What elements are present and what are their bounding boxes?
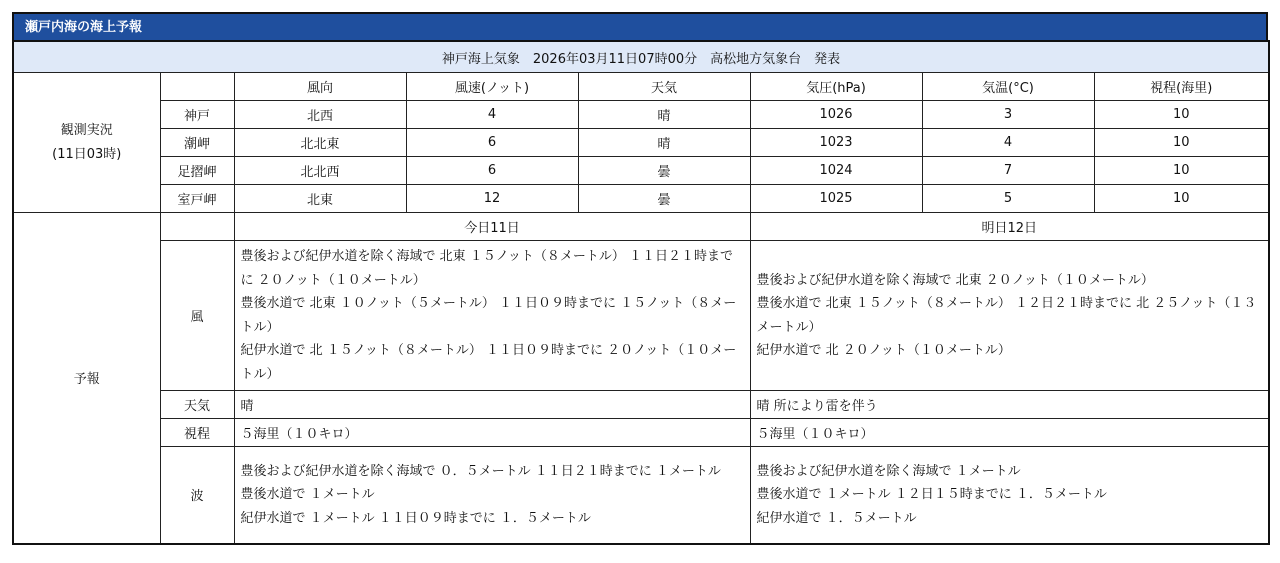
forecast-label: 予報 [13,213,160,544]
waves-day1-line: 豊後および紀伊水道を除く海域で ０．５メートル １１日２１時までに １メートル [240,463,721,479]
temperature-cell: 5 [922,185,1094,213]
marine-forecast-panel [12,12,1268,545]
col-header-weather: 天気 [578,73,750,101]
waves-day2-line: 豊後水道で １メートル １２日１５時までに １．５メートル [756,487,1107,502]
table-row [13,185,1269,213]
table-row [13,101,1269,129]
col-header-temperature: 気温(°C) [922,73,1094,101]
temperature-cell: 7 [922,157,1094,185]
visibility-cell: 10 [1094,129,1269,157]
visibility-day1-cell: ５海里（１０キロ） [234,419,750,447]
weather-cell: 晴 [578,101,750,129]
wind-day2-cell [750,241,1269,391]
wind-day2-line: 豊後および紀伊水道を除く海域で 北東 ２０ノット（１０メートル） [756,272,1154,288]
wind-speed-cell: 4 [406,101,578,129]
weather-cell: 曇 [578,185,750,213]
col-header-wind-dir: 風向 [234,73,406,101]
col-header-pressure: 気圧(hPa) [750,73,922,101]
wind-day2-line: 豊後水道で 北東 １５ノット（８メートル） １２日２１時までに 北 ２５ノット（１３メートル） [756,296,1257,335]
temperature-cell: 4 [922,129,1094,157]
wind-day1-line: 豊後水道で 北東 １０ノット（５メートル） １１日０９時までに １５ノット（８メートル） [240,296,737,335]
station-name: 神戸 [160,101,234,129]
wind-dir-cell: 北西 [234,101,406,129]
waves-day2-line: 紀伊水道で １．５メートル [756,510,917,526]
visibility-cell: 10 [1094,157,1269,185]
station-name: 潮岬 [160,129,234,157]
pressure-cell: 1025 [750,185,922,213]
weather-day1-cell: 晴 [234,391,750,419]
waves-day2-cell [750,447,1269,544]
observation-label-line1: 観測実況 [60,122,113,138]
header-blank [160,73,234,101]
forecast-table [12,40,1270,545]
issued-line: 神戸海上気象 2026年03月11日07時00分 高松地方気象台 発表 [13,41,1269,73]
visibility-day2-cell: ５海里（１０キロ） [750,419,1269,447]
waves-day1-line: 紀伊水道で １メートル １１日０９時までに １．５メートル [240,510,591,526]
wind-speed-cell: 12 [406,185,578,213]
wind-dir-cell: 北東 [234,185,406,213]
visibility-row-label: 視程 [160,419,234,447]
col-header-wind-speed: 風速(ノット) [406,73,578,101]
wind-speed-cell: 6 [406,129,578,157]
observation-label-line2: (11日03時) [52,146,122,162]
pressure-cell: 1024 [750,157,922,185]
table-row [13,129,1269,157]
wind-row-label: 風 [160,241,234,391]
pressure-cell: 1026 [750,101,922,129]
weather-cell: 晴 [578,129,750,157]
waves-day1-line: 豊後水道で １メートル [240,487,375,502]
weather-row-label: 天気 [160,391,234,419]
waves-day1-cell [234,447,750,544]
weather-day2-cell: 晴 所により雷を伴う [750,391,1269,419]
visibility-cell: 10 [1094,185,1269,213]
pressure-cell: 1023 [750,129,922,157]
temperature-cell: 3 [922,101,1094,129]
col-header-visibility: 視程(海里) [1094,73,1269,101]
station-name: 足摺岬 [160,157,234,185]
wind-dir-cell: 北北東 [234,129,406,157]
table-row [13,157,1269,185]
wind-day1-line: 豊後および紀伊水道を除く海域で 北東 １５ノット（８メートル） １１日２１時までに ２０ノット（１０メートル） [240,249,733,288]
waves-day2-line: 豊後および紀伊水道を除く海域で １メートル [756,463,1021,479]
day2-header: 明日12日 [750,213,1269,241]
waves-row-label: 波 [160,447,234,544]
header-blank [160,213,234,241]
day1-header: 今日11日 [234,213,750,241]
wind-dir-cell: 北北西 [234,157,406,185]
wind-day1-cell [234,241,750,391]
weather-cell: 曇 [578,157,750,185]
wind-speed-cell: 6 [406,157,578,185]
wind-day1-line: 紀伊水道で 北 １５ノット（８メートル） １１日０９時までに ２０ノット（１０メートル） [240,343,737,382]
visibility-cell: 10 [1094,101,1269,129]
observation-label [13,73,160,213]
wind-day2-line: 紀伊水道で 北 ２０ノット（１０メートル） [756,343,1011,358]
station-name: 室戸岬 [160,185,234,213]
page-title: 瀬戸内海の海上予報 [12,12,1268,40]
